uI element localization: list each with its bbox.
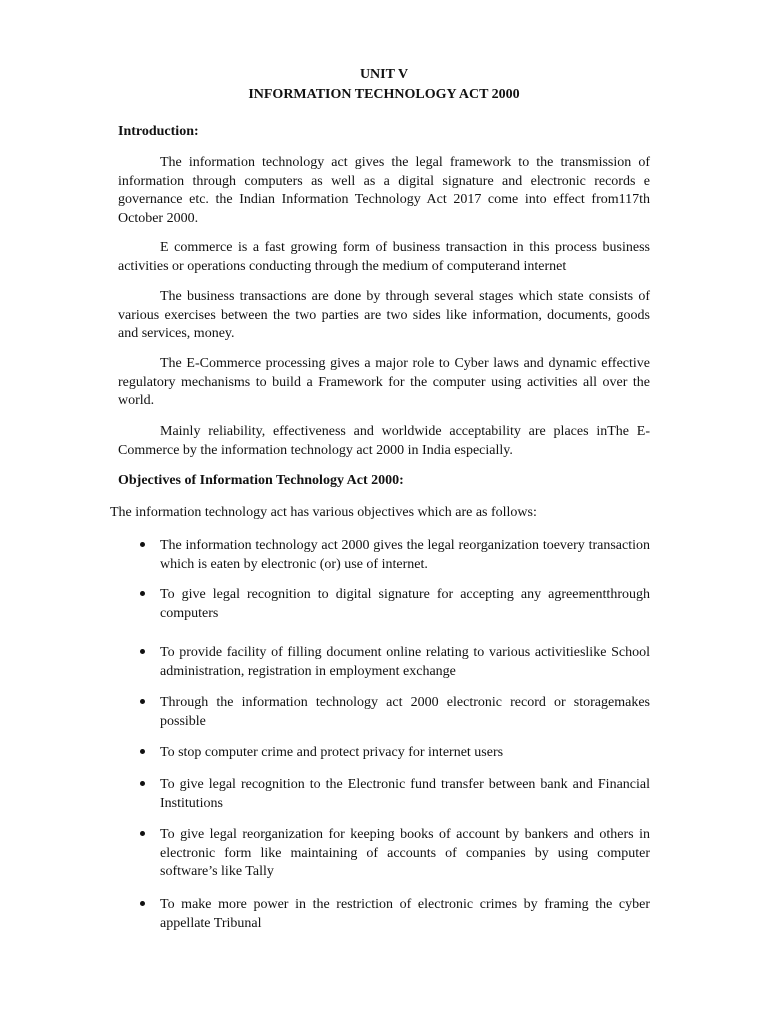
bullet-icon — [140, 591, 145, 596]
bullet-icon — [140, 831, 145, 836]
document-title: INFORMATION TECHNOLOGY ACT 2000 — [248, 87, 520, 102]
intro-paragraph-3: The business transactions are done by through several stages which state consists of various exercises between the two parties are two sides like information, documents, goods and services, money. — [118, 289, 650, 341]
objectives-heading: Objectives of Information Technology Act 2000: — [118, 473, 404, 488]
unit-title: UNIT V — [359, 67, 409, 82]
bullet-icon — [140, 749, 145, 754]
introduction-heading: Introduction: — [118, 124, 199, 139]
list-item-text: To give legal recognition to digital signature for accepting any agreementthrough computers — [160, 587, 650, 621]
bullet-icon — [140, 901, 145, 906]
list-item-text: To give legal recognition to the Electronic fund transfer between bank and Financial Institutions — [160, 777, 650, 811]
objectives-lead: The information technology act has various objectives which are as follows: — [110, 505, 537, 520]
intro-paragraph-5: Mainly reliability, effectiveness and worldwide acceptability are places inThe E-Commerce by the information technology act 2000 in India especially. — [118, 424, 650, 458]
intro-paragraph-1: The information technology act gives the legal framework to the transmission of information through computers as well as a digital signature and electronic records e governance etc. the Indian Information Technology Act 2017 come into effect from117th October 2000. — [118, 155, 650, 226]
list-item-text: The information technology act 2000 gives the legal reorganization toevery transaction which is eaten by electronic (or) use of internet. — [160, 538, 650, 572]
bullet-icon — [140, 699, 145, 704]
list-item-text: To make more power in the restriction of electronic crimes by framing the cyber appellate Tribunal — [160, 897, 650, 931]
list-item-text: To give legal reorganization for keeping books of account by bankers and others in electronic form like maintaining of accounts of companies by using computer software’s like Tally — [160, 827, 650, 879]
bullet-icon — [140, 542, 145, 547]
bullet-icon — [140, 781, 145, 786]
intro-paragraph-2: E commerce is a fast growing form of business transaction in this process business activities or operations conducting through the medium of computerand internet — [118, 240, 650, 274]
list-item-text: Through the information technology act 2000 electronic record or storagemakes possible — [160, 695, 650, 729]
list-item-text: To stop computer crime and protect privacy for internet users — [160, 745, 504, 760]
list-item-text: To provide facility of filling document online relating to various activitieslike School administration, registration in employment exchange — [160, 645, 650, 679]
intro-paragraph-4: The E-Commerce processing gives a major role to Cyber laws and dynamic effective regulatory mechanisms to build a Framework for the computer using activities all over the world. — [118, 356, 650, 408]
bullet-icon — [140, 649, 145, 654]
